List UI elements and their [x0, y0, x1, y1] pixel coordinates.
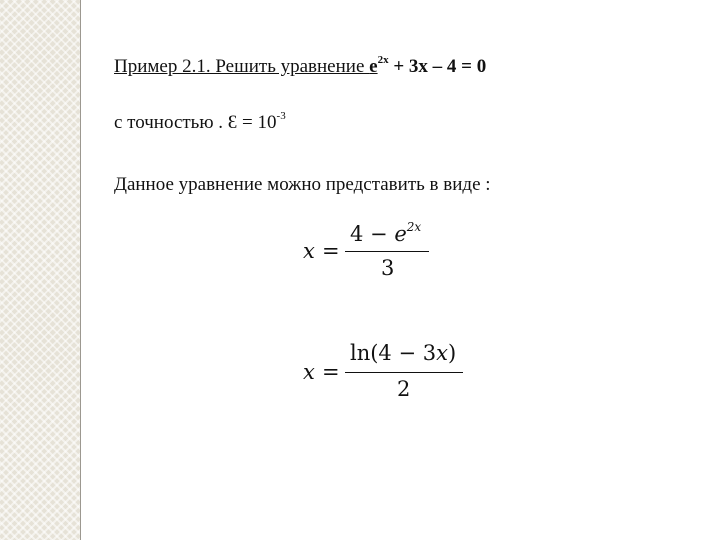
formula-equals-sign: =: [322, 239, 340, 263]
numerator-prefix: ln(4 − 3: [350, 341, 437, 365]
precision-line: [114, 112, 286, 134]
representation-intro-line: Данное уравнение можно представить в виде :: [114, 174, 491, 195]
numerator-suffix: ): [447, 341, 457, 365]
formula-numerator: [350, 341, 456, 365]
precision-text: с точностью . Ɛ = 10: [114, 112, 277, 133]
example-title-prefix: Пример 2.1. Решить уравнение: [114, 56, 370, 77]
fraction-bar: [345, 251, 429, 252]
formula-denominator: 2: [397, 377, 411, 401]
example-title-line: [114, 56, 486, 78]
formula-lhs-variable: x: [303, 360, 315, 384]
numerator-exp-power: 2x: [406, 220, 422, 234]
equation-rest: + 3x – 4 = 0: [388, 56, 487, 77]
numerator-exp-base: e: [394, 222, 407, 246]
formula-equals-sign: =: [322, 360, 340, 384]
numerator-prefix: 4 −: [350, 222, 395, 246]
numerator-variable: x: [436, 341, 448, 365]
equation-exp-power: 2x: [377, 54, 389, 66]
formula-numerator: [350, 222, 421, 246]
equation-exp-base: e: [369, 56, 378, 77]
formula-denominator: 3: [381, 256, 395, 280]
fraction-bar: [345, 372, 463, 373]
formula-lhs-variable: x: [303, 239, 315, 263]
decorative-side-band: [0, 0, 81, 540]
precision-exponent: -3: [276, 110, 286, 122]
